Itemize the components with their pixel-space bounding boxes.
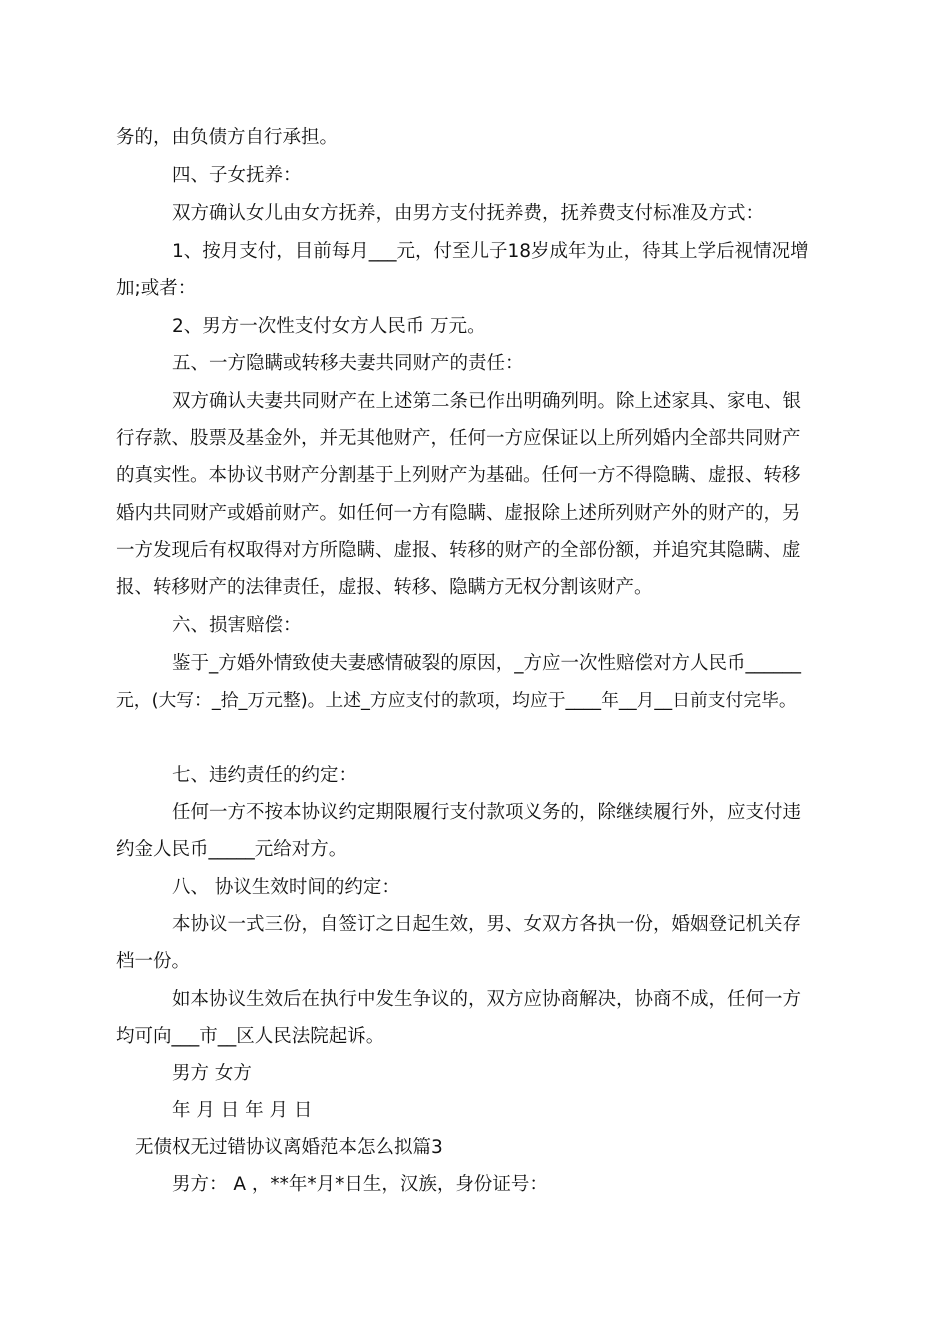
signature-dates: 年 月 日 年 月 日 [172, 1100, 313, 1121]
signature-parties: 男方 女方 [172, 1063, 252, 1084]
text-line-16: 元，(大写：_拾_万元整)。上述_方应支付的款项，均应于____年__月__日前支付完毕。 [116, 690, 797, 711]
text-line-28: 男方： A ，**年*月*日生，汉族，身份证号： [172, 1174, 548, 1195]
article-title: 无债权无过错协议离婚范本怎么拟篇3 [135, 1137, 443, 1158]
section-heading-5: 五、一方隐瞒或转移夫妻共同财产的责任： [172, 353, 524, 374]
text-line-8: 双方确认夫妻共同财产在上述第二条已作出明确列明。除上述家具、家电、银 [172, 391, 802, 412]
text-line-23: 如本协议生效后在执行中发生争议的，双方应协商解决，协商不成，任何一方 [172, 989, 802, 1010]
text-line-10: 的真实性。本协议书财产分割基于上列财产为基础。任何一方不得隐瞒、虚报、转移 [116, 465, 801, 486]
text-line-21: 本协议一式三份，自签订之日起生效，男、女双方各执一份，婚姻登记机关存 [172, 914, 802, 935]
text-line-19: 约金人民币_____元给对方。 [116, 839, 348, 860]
section-heading-8: 八、 协议生效时间的约定： [172, 877, 400, 898]
section-heading-6: 六、损害赔偿： [172, 615, 302, 636]
text-line-9: 行存款、股票及基金外，并无其他财产，任何一方应保证以上所列婚内全部共同财产 [116, 428, 801, 449]
text-line-5: 加;或者： [116, 278, 197, 299]
text-line-3: 双方确认女儿由女方抚养，由男方支付抚养费，抚养费支付标准及方式： [172, 203, 765, 224]
text-line-13: 报、转移财产的法律责任，虚报、转移、隐瞒方无权分割该财产。 [116, 577, 653, 598]
section-heading-4: 四、子女抚养： [172, 165, 302, 186]
text-line-18: 任何一方不按本协议约定期限履行支付款项义务的，除继续履行外，应支付违 [172, 802, 802, 823]
text-line-11: 婚内共同财产或婚前财产。如任何一方有隐瞒、虚报除上述所列财产外的财产的，另 [116, 503, 801, 524]
text-line-24: 均可向___市__区人民法院起诉。 [116, 1026, 385, 1047]
text-line-22: 档一份。 [116, 951, 191, 972]
section-heading-7: 七、违约责任的约定： [172, 765, 358, 786]
text-line-4: 1、按月支付，目前每月___元，付至儿子18岁成年为止，待其上学后视情况增 [172, 241, 809, 262]
text-line-1: 务的，由负债方自行承担。 [116, 127, 339, 148]
text-line-6: 2、男方一次性支付女方人民币 万元。 [172, 316, 486, 337]
text-line-12: 一方发现后有权取得对方所隐瞒、虚报、转移的财产的全部份额，并追究其隐瞒、虚 [116, 540, 801, 561]
text-line-15: 鉴于_方婚外情致使夫妻感情破裂的原因，_方应一次性赔偿对方人民币______ [172, 653, 802, 674]
